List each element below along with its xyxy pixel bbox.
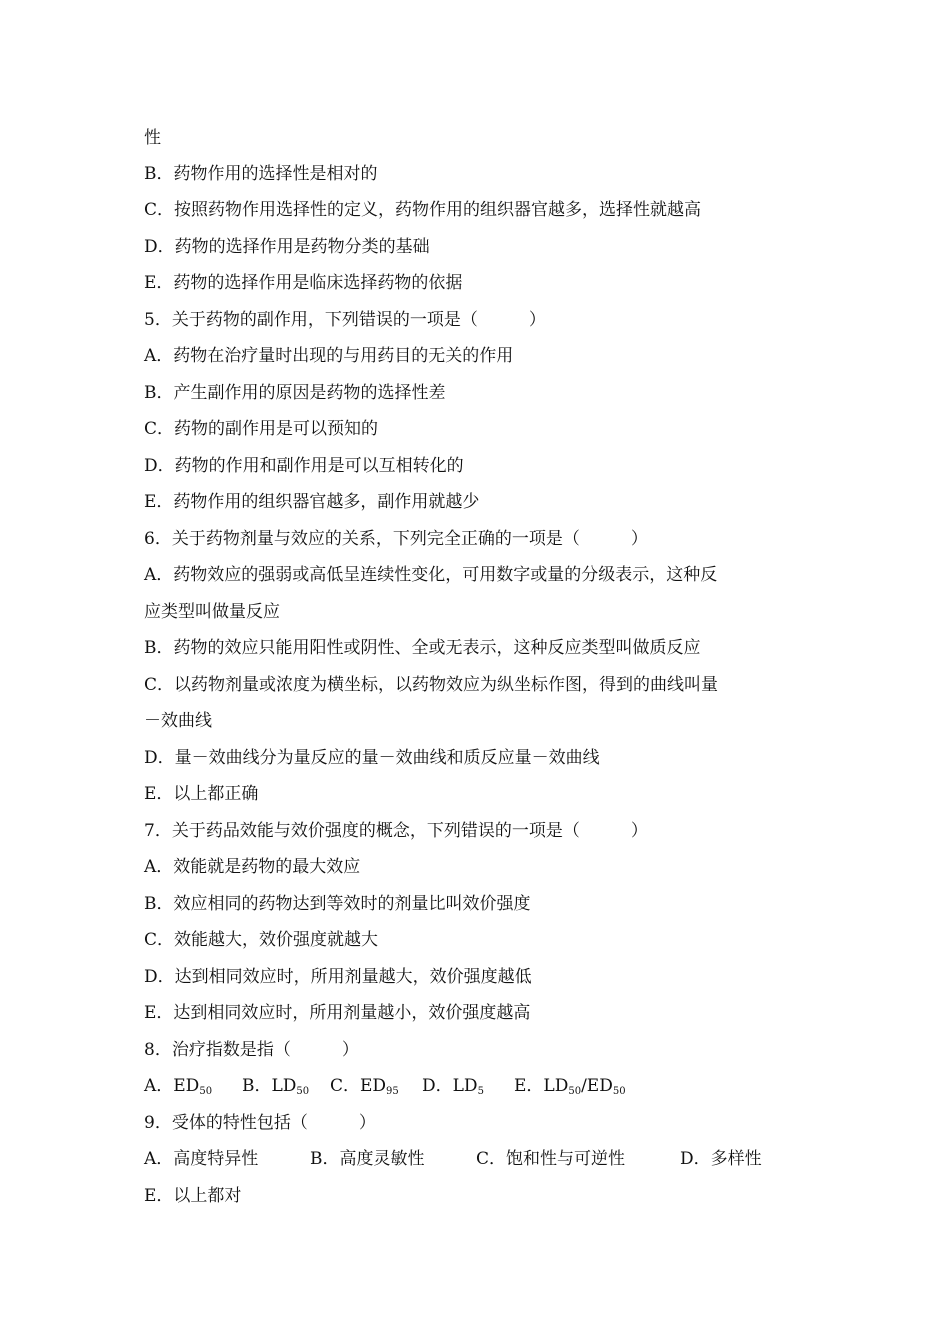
q9-option-b: B．高度灵敏性 <box>310 1149 425 1169</box>
text-line: C．效能越大，效价强度就越大 <box>144 930 379 950</box>
text-line: 性 <box>144 128 161 148</box>
q8-option-d: D．$LD_5$ <box>422 1076 484 1097</box>
text-line: E．药物作用的组织器官越多，副作用就越少 <box>144 492 480 512</box>
question-stem: 5．关于药物的副作用，下列错误的一项是（ ） <box>144 310 546 330</box>
q9-option-d: D．多样性 <box>680 1149 762 1169</box>
text-line: C．药物的副作用是可以预知的 <box>144 419 379 439</box>
text-line: E．以上都正确 <box>144 784 259 804</box>
text-line: E．药物的选择作用是临床选择药物的依据 <box>144 273 463 293</box>
q8-option-c: C．$ED_{95}$ <box>330 1076 399 1097</box>
text-line: －效曲线 <box>144 711 212 731</box>
q8-option-b: B．$LD_{50}$ <box>242 1076 310 1097</box>
text-line: E．以上都对 <box>144 1186 242 1206</box>
question-stem: 6．关于药物剂量与效应的关系，下列完全正确的一项是（ ） <box>144 529 648 549</box>
text-line: D．达到相同效应时，所用剂量越大，效价强度越低 <box>144 967 532 987</box>
q9-option-c: C．饱和性与可逆性 <box>476 1149 626 1169</box>
q9-option-a: A．高度特异性 <box>144 1149 259 1169</box>
text-line: D．量－效曲线分为量反应的量－效曲线和质反应量－效曲线 <box>144 748 600 768</box>
text-line: D．药物的作用和副作用是可以互相转化的 <box>144 456 464 476</box>
text-line: A．效能就是药物的最大效应 <box>144 857 361 877</box>
question-stem: 7．关于药品效能与效价强度的概念，下列错误的一项是（ ） <box>144 821 648 841</box>
question-stem: 9．受体的特性包括（ ） <box>144 1113 376 1133</box>
text-line: B．效应相同的药物达到等效时的剂量比叫效价强度 <box>144 894 531 914</box>
text-line: B．药物的效应只能用阳性或阴性、全或无表示，这种反应类型叫做质反应 <box>144 638 701 658</box>
text-line: A．药物效应的强弱或高低呈连续性变化，可用数字或量的分级表示，这种反 <box>144 565 718 585</box>
q8-option-e: E．$LD_{50}/ED_{50}$ <box>514 1076 626 1097</box>
text-line: C．以药物剂量或浓度为横坐标，以药物效应为纵坐标作图，得到的曲线叫量 <box>144 675 719 695</box>
text-line: C．按照药物作用选择性的定义，药物作用的组织器官越多，选择性就越高 <box>144 200 702 220</box>
text-line: B．药物作用的选择性是相对的 <box>144 164 378 184</box>
q8-option-a: A．$ED_{50}$ <box>144 1076 213 1097</box>
question-stem: 8．治疗指数是指（ ） <box>144 1040 359 1060</box>
text-line: A．药物在治疗量时出现的与用药目的无关的作用 <box>144 346 514 366</box>
text-line: 应类型叫做量反应 <box>144 602 280 622</box>
text-line: D．药物的选择作用是药物分类的基础 <box>144 237 430 257</box>
text-line: E．达到相同效应时，所用剂量越小，效价强度越高 <box>144 1003 531 1023</box>
text-line: B．产生副作用的原因是药物的选择性差 <box>144 383 446 403</box>
